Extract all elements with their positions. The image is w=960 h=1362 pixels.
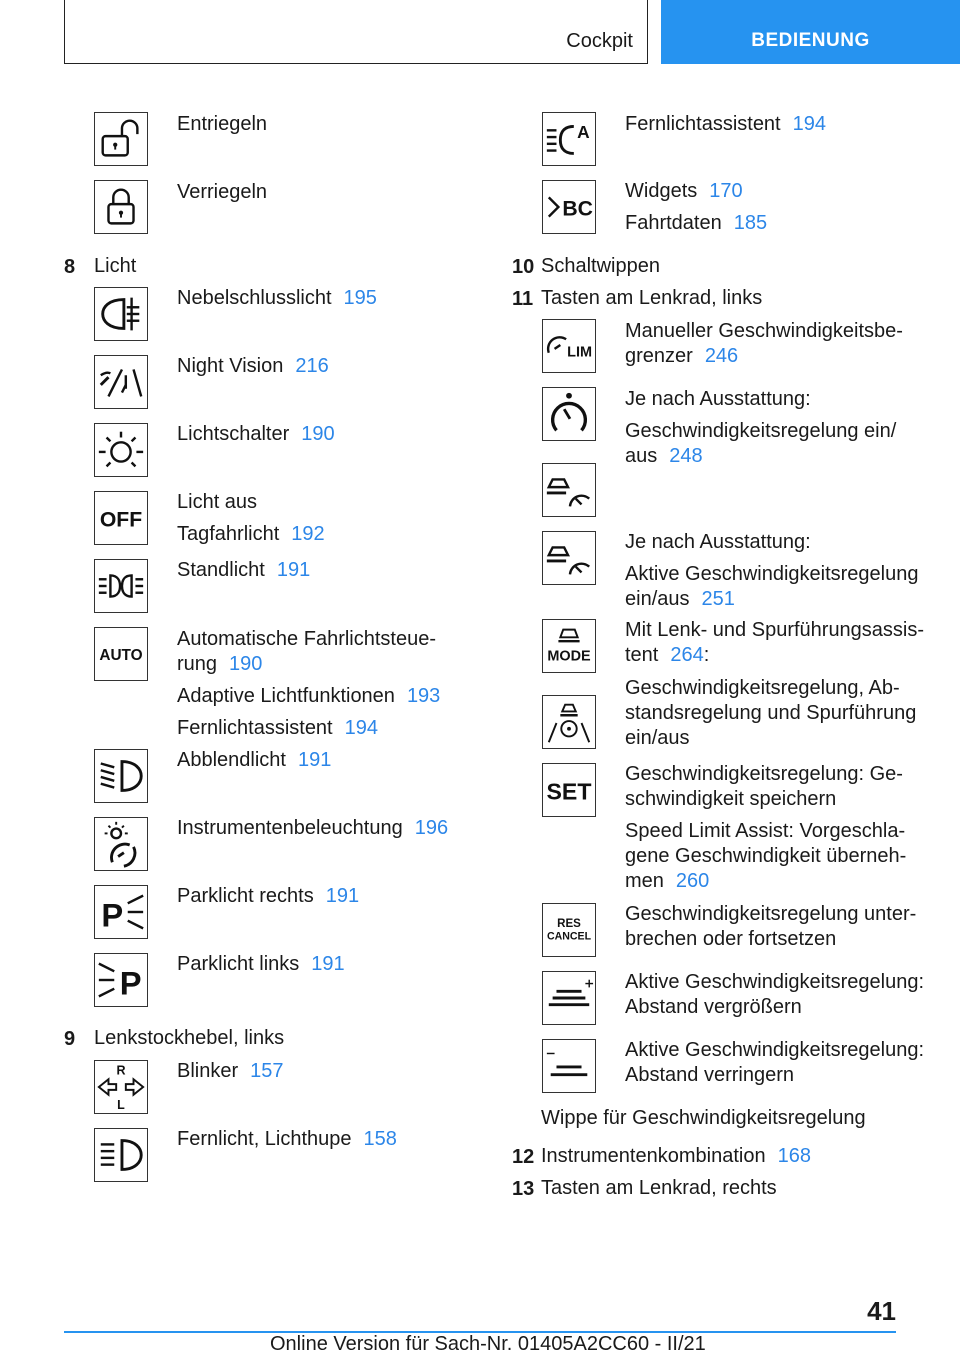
acc-label-2: Aktive Geschwindigkeitsregelung <box>625 563 919 585</box>
parking-light-left-label: Parklicht links 191 <box>177 953 345 975</box>
footer-text: Online Version für Sach-Nr. 01405A2CC60 - II/21 <box>270 1333 706 1355</box>
park-right-icon-text: P <box>101 896 124 934</box>
speed-limiter-label-2: grenzer 246 <box>625 345 739 367</box>
page-ref[interactable]: 260 <box>675 870 710 892</box>
acc-icon <box>542 463 596 517</box>
cruise-control-icon <box>542 387 596 441</box>
high-beam-assist-icon <box>542 112 596 166</box>
instrument-lighting-icon <box>94 817 148 871</box>
high-beam-assist-right-label: Fernlichtassistent 194 <box>625 113 826 135</box>
page-ref[interactable]: 191 <box>297 749 332 771</box>
night-vision-label: Night Vision 216 <box>177 355 329 377</box>
cruise-control-label-3: aus 248 <box>625 445 703 467</box>
lane-assist-label-2: tent 264: <box>625 644 710 666</box>
section-title-10: Schaltwippen <box>541 255 660 277</box>
distance-plus-label-1: Aktive Geschwindigkeitsregelung: <box>625 971 925 993</box>
page-ref[interactable]: 195 <box>343 287 377 309</box>
driving-assistant-label-3: ein/aus <box>625 727 690 749</box>
lock-icon <box>94 180 148 234</box>
res-cancel-label-1: Geschwindigkeitsregelung unter- <box>625 903 917 925</box>
page-ref[interactable]: 192 <box>291 523 325 545</box>
section-number-8: 8 <box>64 256 76 278</box>
page-ref[interactable]: 158 <box>363 1128 397 1150</box>
page-ref[interactable]: 191 <box>311 953 345 975</box>
speed-limiter-icon <box>542 319 596 373</box>
page-ref[interactable]: 191 <box>276 559 311 581</box>
section-number-11: 11 <box>512 288 534 310</box>
distance-minus-label-2: Abstand verringern <box>625 1064 794 1086</box>
rear-fog-light-label: Nebelschlusslicht 195 <box>177 287 377 309</box>
auto-light-label-2: rung 190 <box>177 653 263 675</box>
section-number-12: 12 <box>512 1146 535 1168</box>
set-label-2: schwindigkeit speichern <box>625 788 837 810</box>
driving-assistant-label-2: standsregelung und Spurführung <box>625 702 917 724</box>
set-label-1: Geschwindigkeitsregelung: Ge- <box>625 763 903 785</box>
distance-minus-label-1: Aktive Geschwindigkeitsregelung: <box>625 1039 925 1061</box>
set-label-3: Speed Limit Assist: Vorgeschla- <box>625 820 906 842</box>
section-number-10: 10 <box>512 256 535 278</box>
off-icon <box>94 491 148 545</box>
section-number-9: 9 <box>64 1028 76 1050</box>
parking-light-right-label: Parklicht rechts 191 <box>177 885 360 907</box>
page-ref[interactable]: 248 <box>669 445 703 467</box>
turn-signal-r: R <box>116 1063 126 1078</box>
page-ref[interactable]: 196 <box>414 817 449 839</box>
distance-plus-icon <box>542 971 596 1025</box>
chapter-tab <box>661 0 960 64</box>
bc-icon-text: BC <box>562 197 593 221</box>
chapter-title: BEDIENUNG <box>751 30 870 51</box>
page-ref[interactable]: 157 <box>250 1060 284 1082</box>
page-ref[interactable]: 264 <box>670 644 704 666</box>
driving-assistant-label-1: Geschwindigkeitsregelung, Ab- <box>625 677 900 699</box>
section-title-11: Tasten am Lenkrad, links <box>541 287 763 309</box>
instrument-lighting-label: Instrumentenbeleuchtung 196 <box>177 817 449 839</box>
res-cancel-icon <box>542 903 596 957</box>
parking-light-icon <box>94 559 148 613</box>
trip-data-label: Fahrtdaten 185 <box>625 212 768 234</box>
high-beam-assist-letter: A <box>577 122 590 143</box>
cruise-control-label-1: Je nach Ausstattung: <box>625 388 811 410</box>
park-left-icon-text: P <box>119 964 142 1002</box>
res-cancel-label-2: brechen oder fortsetzen <box>625 928 837 950</box>
acc-label-3: ein/aus 251 <box>625 588 735 610</box>
page-ref[interactable]: 251 <box>701 588 735 610</box>
rear-fog-light-icon <box>94 287 148 341</box>
off-icon-text: OFF <box>99 508 143 532</box>
page-ref[interactable]: 246 <box>704 345 739 367</box>
bc-button-icon <box>542 180 596 234</box>
low-beam-icon <box>94 749 148 803</box>
lim-icon-text: LIM <box>567 344 593 361</box>
set-label-5: men 260 <box>625 870 710 892</box>
parking-light-right-icon <box>94 885 148 939</box>
distance-minus-icon <box>542 1039 596 1093</box>
page-ref[interactable]: 185 <box>733 212 768 234</box>
page-ref[interactable]: 190 <box>229 653 263 675</box>
daytime-light-label: Tagfahrlicht 192 <box>177 523 325 545</box>
high-beam-label: Fernlicht, Lichthupe 158 <box>177 1128 397 1150</box>
page-ref[interactable]: 193 <box>406 685 441 707</box>
off-label: Licht aus <box>177 491 258 513</box>
unlock-icon <box>94 112 148 166</box>
unlock-label: Entriegeln <box>177 113 268 135</box>
turn-signal-label: Blinker 157 <box>177 1060 284 1082</box>
auto-light-label-1: Automatische Fahrlichtsteue- <box>177 628 437 650</box>
auto-icon-text: AUTO <box>99 646 143 664</box>
section-number-13: 13 <box>512 1178 535 1200</box>
lock-label: Verriegeln <box>177 181 268 203</box>
page-ref[interactable]: 170 <box>709 180 743 202</box>
turn-signal-l: L <box>117 1098 125 1113</box>
parking-light-left-icon <box>94 953 148 1007</box>
page-ref[interactable]: 216 <box>295 355 329 377</box>
page-header <box>0 0 960 66</box>
section-title-13: Tasten am Lenkrad, rechts <box>541 1177 777 1199</box>
page-ref[interactable]: 168 <box>777 1145 811 1167</box>
section-title-8: Licht <box>94 255 137 277</box>
light-switch-icon <box>94 423 148 477</box>
mode-icon-text: MODE <box>547 648 591 665</box>
parking-light-label: Standlicht 191 <box>177 559 311 581</box>
turn-signal-icon <box>94 1060 148 1114</box>
auto-light-icon <box>94 627 148 681</box>
section-title-9: Lenkstockhebel, links <box>94 1027 285 1049</box>
page-ref[interactable]: 191 <box>325 885 360 907</box>
cancel-icon-text: CANCEL <box>546 930 592 943</box>
high-beam-assist-label: Fernlichtassistent 194 <box>177 717 378 739</box>
widgets-label: Widgets 170 <box>625 180 743 202</box>
set-icon-text: SET <box>546 778 592 805</box>
lane-assist-label-1: Mit Lenk- und Spurführungsassis- <box>625 619 925 641</box>
page-ref[interactable]: 190 <box>301 423 335 445</box>
acc-label-1: Je nach Ausstattung: <box>625 531 811 553</box>
section-title: Cockpit <box>566 30 633 52</box>
night-vision-icon <box>94 355 148 409</box>
low-beam-label: Abblendlicht 191 <box>177 749 332 771</box>
acc-icon-2 <box>542 531 596 585</box>
distance-plus-label-2: Abstand vergrößern <box>625 996 802 1018</box>
mode-icon <box>542 619 596 673</box>
set-label-4: gene Geschwindigkeit überneh- <box>625 845 907 867</box>
set-icon <box>542 763 596 817</box>
page-number: 41 <box>867 1296 896 1326</box>
res-icon-text: RES <box>557 918 581 931</box>
cruise-control-label-2: Geschwindigkeitsregelung ein/ <box>625 420 897 442</box>
light-switch-label: Lichtschalter 190 <box>177 423 335 445</box>
rocker-label: Wippe für Geschwindigkeitsregelung <box>541 1107 866 1129</box>
section-tab <box>64 0 648 64</box>
section-title-12: Instrumentenkombination 168 <box>541 1145 811 1167</box>
page-ref[interactable]: 194 <box>344 717 378 739</box>
high-beam-icon <box>94 1128 148 1182</box>
adaptive-light-label: Adaptive Lichtfunktionen 193 <box>177 685 441 707</box>
page-ref[interactable]: 194 <box>792 113 826 135</box>
driving-assistant-icon <box>542 695 596 749</box>
speed-limiter-label-1: Manueller Geschwindigkeitsbe- <box>625 320 903 342</box>
